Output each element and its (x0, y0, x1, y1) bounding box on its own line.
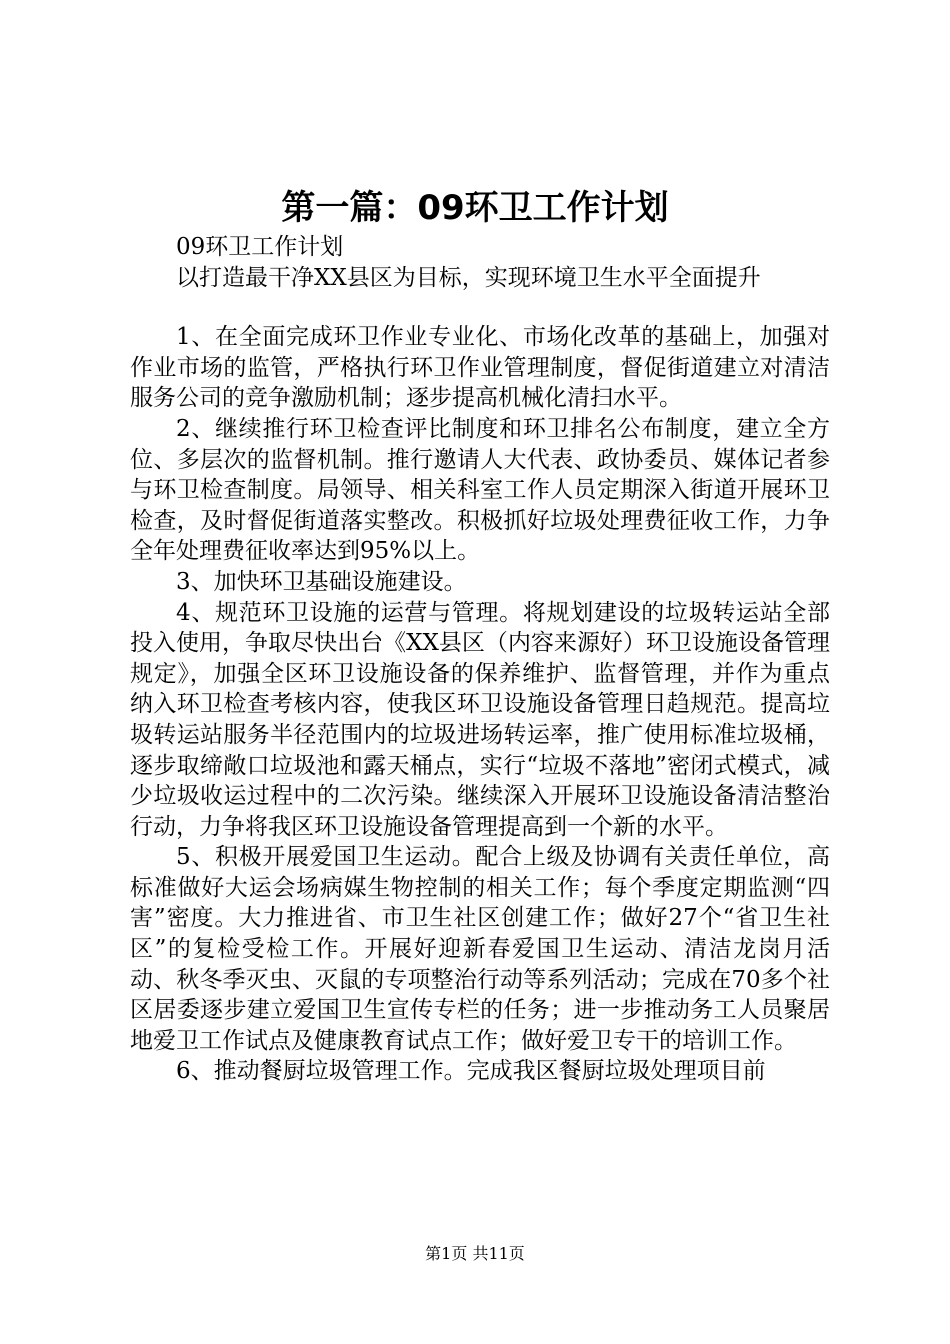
paragraph-4: 4、规范环卫设施的运营与管理。将规划建设的垃圾转运站全部投入使用，争取尽快出台《XX县区（内容来源好）环卫设施设备管理规定》，加强全区环卫设施设备的保养维护、监督管理，并作为重点纳入环卫检查考核内容，使我区环卫设施设备管理日趋规范。提高垃圾转运站服务半径范围内的垃圾进场转运率，推广使用标准垃圾桶，逐步取缔敞口垃圾池和露天桶点，实行“垃圾不落地”密闭式模式，减少垃圾收运过程中的二次污染。继续深入开展环卫设施设备清洁整治行动，力争将我区环卫设施设备管理提高到一个新的水平。 (130, 599, 830, 840)
document-title: 第一篇：09环卫工作计划 (281, 188, 669, 228)
paragraph-3: 3、加快环卫基础设施建设。 (176, 568, 467, 595)
paragraph-5: 5、积极开展爱国卫生运动。配合上级及协调有关责任单位，高标准做好大运会场病媒生物控制的相关工作；每个季度定期监测“四害”密度。大力推进省、市卫生社区创建工作；做好27个“省卫生社区”的复检受检工作。开展好迎新春爱国卫生运动、清洁龙岗月活动、秋冬季灭虫、灭鼠的专项整治行动等系列活动；完成在70多个社区居委逐步建立爱国卫生宣传专栏的任务；进一步推动务工人员聚居地爱卫工作试点及健康教育试点工作；做好爱卫专干的培训工作。 (130, 844, 830, 1054)
document-subtitle: 09环卫工作计划 (176, 234, 344, 260)
blank-line (130, 293, 830, 322)
paragraph-2: 2、继续推行环卫检查评比制度和环卫排名公布制度，建立全方位、多层次的监督机制。推行邀请人大代表、政协委员、媒体记者参与环卫检查制度。局领导、相关科室工作人员定期深入街道开展环卫检查，及时督促街道落实整改。积极抓好垃圾处理费征收工作，力争全年处理费征收率达到95%以上。 (130, 415, 830, 565)
paragraph-1: 1、在全面完成环卫作业专业化、市场化改革的基础上，加强对作业市场的监管，严格执行环卫作业管理制度，督促街道建立对清洁服务公司的竞争激励机制；逐步提高机械化清扫水平。 (130, 324, 830, 412)
document-tagline: 以打造最干净XX县区为目标，实现环境卫生水平全面提升 (176, 264, 761, 291)
paragraph-6: 6、推动餐厨垃圾管理工作。完成我区餐厨垃圾处理项目前 (176, 1058, 766, 1085)
document-body (130, 232, 830, 1087)
page-footer: 第1页 共11页 (425, 1244, 525, 1263)
